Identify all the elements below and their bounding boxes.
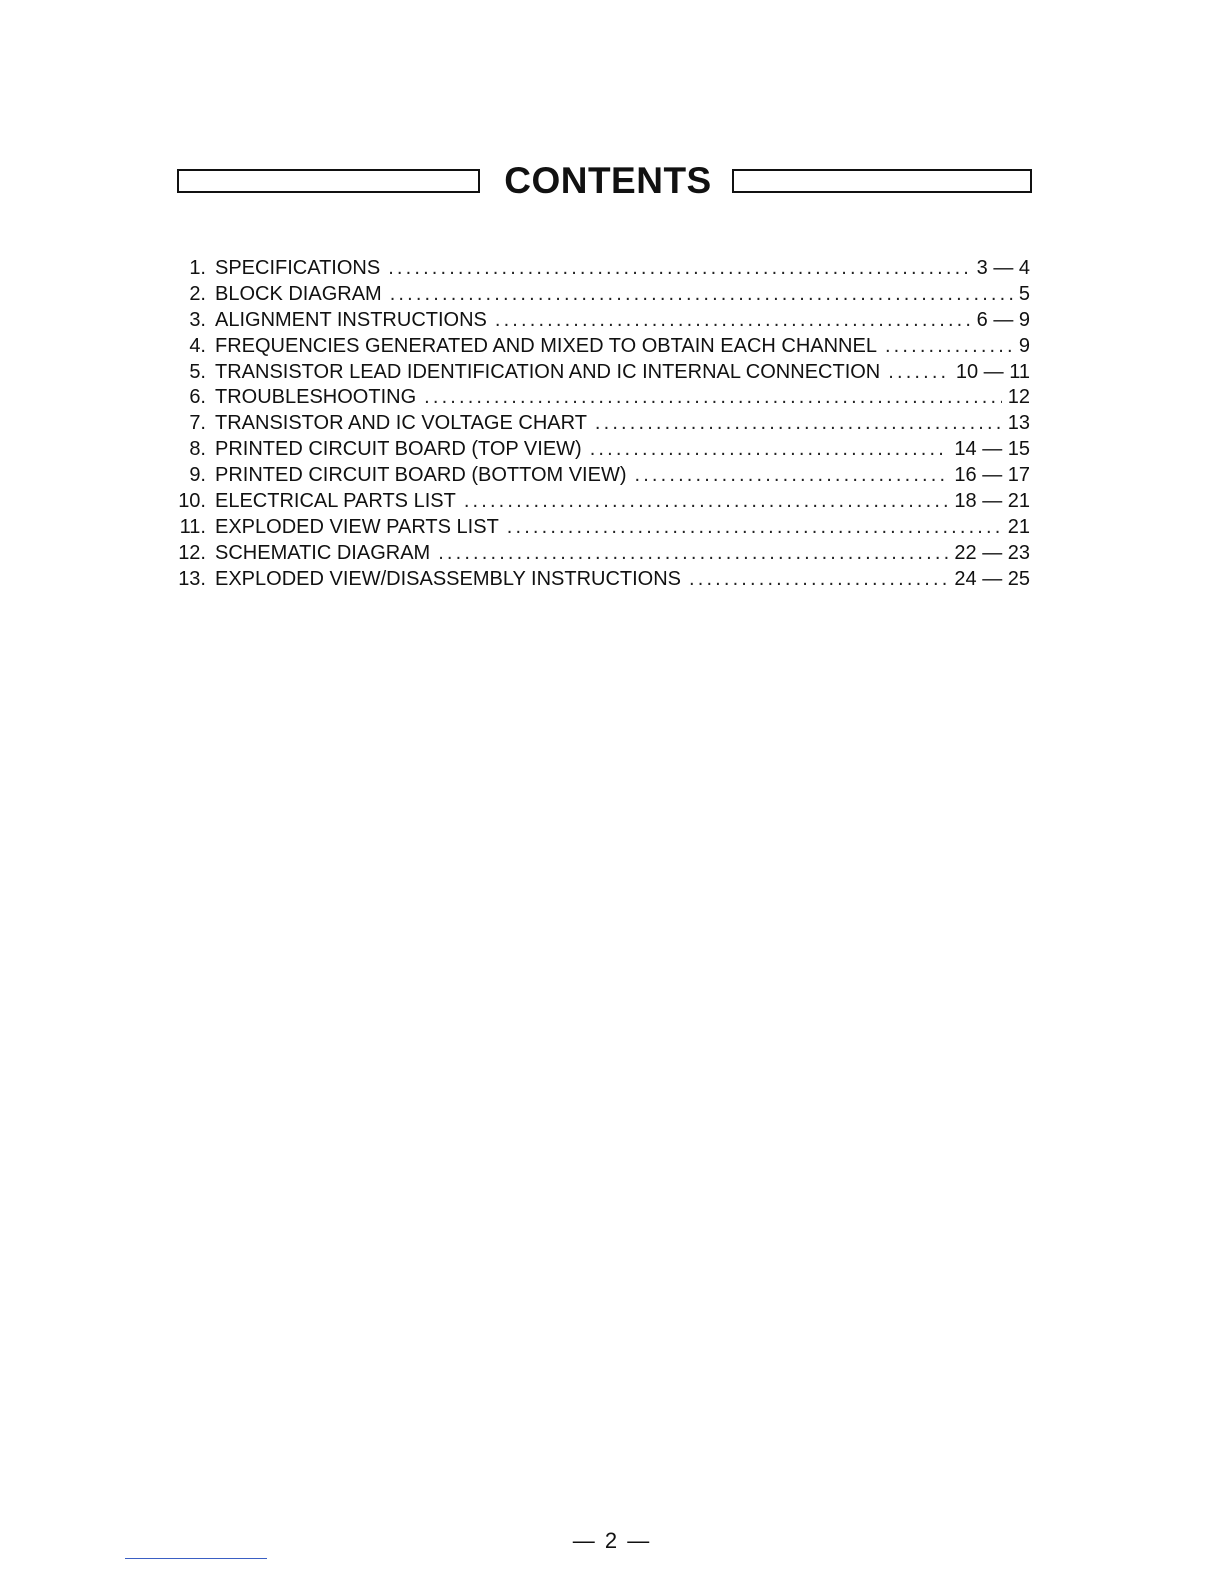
dot-leader — [888, 360, 950, 386]
toc-entry-number: 12. — [178, 541, 206, 564]
header-frame-left — [177, 169, 480, 193]
contents-header — [177, 158, 1032, 204]
toc-entry-title: EXPLODED VIEW PARTS LIST — [215, 515, 499, 538]
toc-entry-number: 9. — [189, 464, 206, 487]
dot-leader — [885, 334, 1013, 360]
toc-entry[interactable] — [174, 567, 1030, 593]
toc-entry-pages: 22 — 23 — [954, 541, 1030, 564]
dot-leader — [438, 541, 948, 567]
toc-entry-title: ELECTRICAL PARTS LIST — [215, 490, 456, 513]
footer-rule — [125, 1558, 267, 1559]
dot-leader — [495, 308, 971, 334]
toc-entry-pages: 12 — [1007, 386, 1030, 409]
toc-entry-title: TROUBLESHOOTING — [215, 386, 417, 409]
toc-entry-number: 4. — [189, 334, 206, 357]
toc-entry-pages: 16 — 17 — [954, 464, 1030, 487]
toc-entry-number: 10. — [178, 490, 206, 513]
toc-entry[interactable] — [174, 489, 1030, 515]
table-of-contents — [174, 256, 1030, 593]
dot-leader — [595, 411, 1002, 437]
toc-entry-title: SCHEMATIC DIAGRAM — [215, 541, 431, 564]
toc-entry[interactable] — [174, 282, 1030, 308]
toc-entry-title: TRANSISTOR AND IC VOLTAGE CHART — [215, 412, 587, 435]
toc-entry-pages: 21 — [1007, 515, 1030, 538]
dot-leader — [388, 256, 970, 282]
toc-entry[interactable] — [174, 334, 1030, 360]
toc-entry[interactable] — [174, 541, 1030, 567]
header-frame-right — [732, 169, 1032, 193]
toc-entry-pages: 18 — 21 — [954, 490, 1030, 513]
toc-entry[interactable] — [174, 256, 1030, 282]
toc-entry[interactable] — [174, 463, 1030, 489]
toc-entry[interactable] — [174, 437, 1030, 463]
toc-entry[interactable] — [174, 411, 1030, 437]
toc-entry-pages: 13 — [1007, 412, 1030, 435]
toc-entry[interactable] — [174, 385, 1030, 411]
toc-entry-number: 5. — [189, 360, 206, 383]
toc-entry[interactable] — [174, 515, 1030, 541]
dot-leader — [464, 489, 949, 515]
dot-leader — [689, 567, 948, 593]
toc-entry-number: 13. — [178, 567, 206, 590]
toc-entry-pages: 6 — 9 — [976, 308, 1030, 331]
toc-entry[interactable] — [174, 360, 1030, 386]
toc-entry-title: PRINTED CIRCUIT BOARD (TOP VIEW) — [215, 438, 582, 461]
toc-entry-number: 11. — [179, 515, 206, 538]
toc-entry-pages: 5 — [1018, 282, 1030, 305]
toc-entry-title: ALIGNMENT INSTRUCTIONS — [215, 308, 487, 331]
page-title: CONTENTS — [504, 160, 712, 201]
toc-entry-title: BLOCK DIAGRAM — [215, 282, 382, 305]
toc-entry-number: 7. — [189, 412, 206, 435]
toc-entry-title: FREQUENCIES GENERATED AND MIXED TO OBTAIN EACH CHANNEL — [215, 334, 877, 357]
toc-entry-number: 1. — [189, 257, 206, 279]
dot-leader — [590, 437, 949, 463]
toc-entry-title: EXPLODED VIEW/DISASSEMBLY INSTRUCTIONS — [215, 567, 682, 590]
dot-leader — [507, 515, 1002, 541]
toc-entry-pages: 24 — 25 — [954, 567, 1030, 590]
dot-leader — [424, 385, 1002, 411]
toc-entry-pages: 14 — 15 — [954, 438, 1030, 461]
toc-entry-number: 3. — [189, 308, 206, 331]
toc-entry-pages: 10 — 11 — [955, 360, 1030, 383]
toc-entry-number: 2. — [189, 282, 206, 305]
dot-leader — [635, 463, 949, 489]
toc-entry-number: 8. — [189, 438, 206, 461]
toc-entry-title: SPECIFICATIONS — [215, 257, 381, 279]
toc-entry-title: PRINTED CIRCUIT BOARD (BOTTOM VIEW) — [215, 464, 627, 487]
toc-entry[interactable] — [174, 308, 1030, 334]
page-number: — 2 — — [572, 1528, 652, 1553]
toc-entry-number: 6. — [189, 386, 206, 409]
toc-entry-title: TRANSISTOR LEAD IDENTIFICATION AND IC INTERNAL CONNECTION — [215, 360, 881, 383]
toc-entry-pages: 3 — 4 — [976, 257, 1030, 279]
toc-entry-pages: 9 — [1018, 334, 1030, 357]
dot-leader — [390, 282, 1013, 308]
